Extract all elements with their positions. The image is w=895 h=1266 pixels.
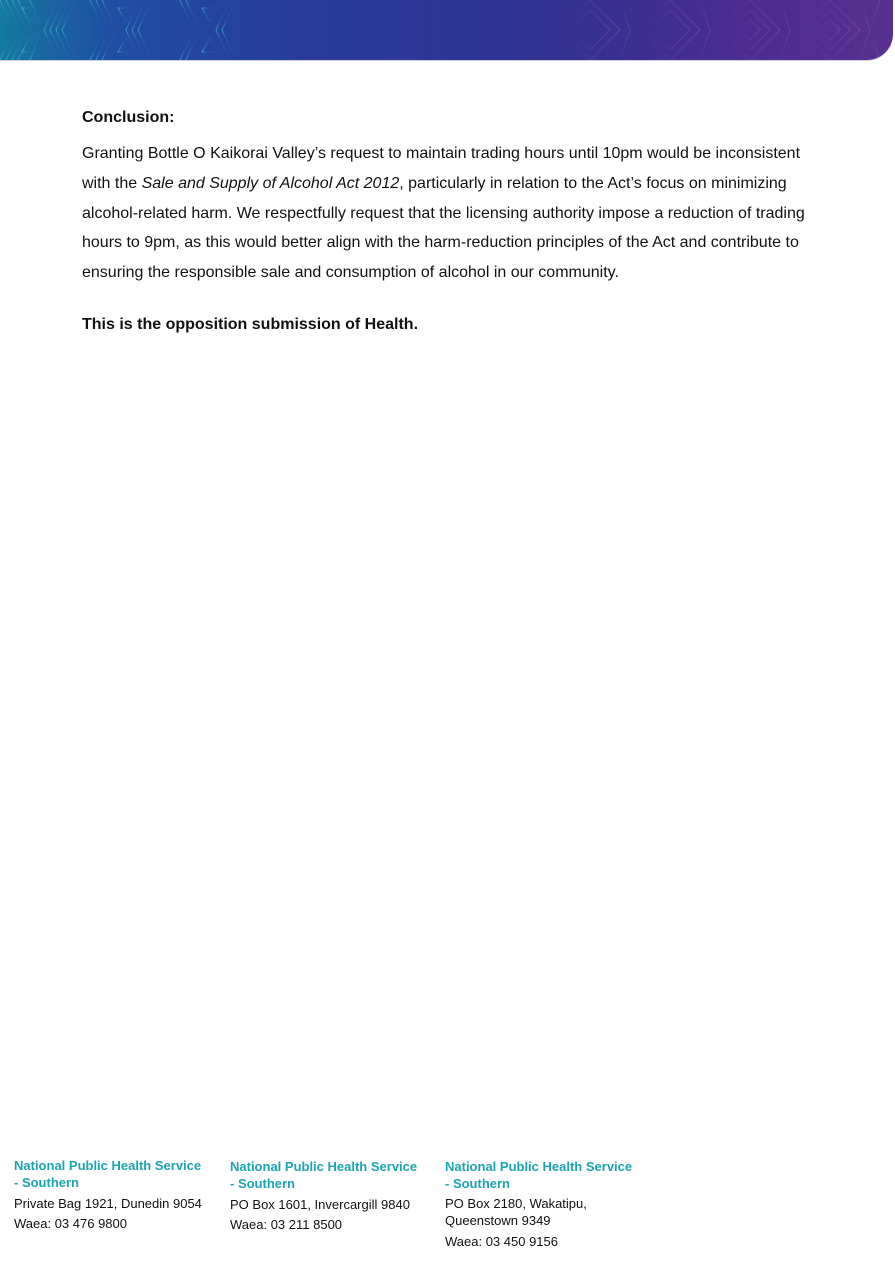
office-org-name — [230, 1158, 440, 1192]
org-name-line2: - Southern — [230, 1176, 295, 1191]
paragraph-text-part2: , particularly in relation to the Act’s focus on minimizing alcohol-related harm. We respectfully request that the licensing authority impose a reduction of trading hours to 9pm, as this would better align with the harm-reduction principles of the Act and contribute to ensuring the responsible sale and consumption of alcohol in our community. — [82, 174, 805, 282]
section-heading: Conclusion: — [82, 109, 175, 126]
org-name-line2: - Southern — [14, 1175, 79, 1190]
paragraph-text-part1: Granting Bottle O Kaikorai Valley’s request to maintain trading hours until 10pm would be inconsistent with the — [82, 145, 801, 192]
org-name-line1: National Public Health Service — [445, 1159, 633, 1174]
org-name-line1: National Public Health Service — [230, 1159, 418, 1174]
header-banner — [0, 0, 893, 60]
conclusion-paragraph — [82, 139, 822, 288]
office-address-line1: PO Box 2180, Wakatipu, — [445, 1196, 587, 1211]
document-body — [82, 106, 822, 337]
office-dunedin — [14, 1157, 224, 1234]
office-address: PO Box 1601, Invercargill 9840 — [230, 1197, 410, 1212]
org-name-line1: National Public Health Service — [14, 1158, 202, 1173]
banner-pattern-icon — [0, 0, 893, 60]
office-address: Private Bag 1921, Dunedin 9054 — [14, 1196, 202, 1211]
office-invercargill — [230, 1158, 440, 1235]
closing-statement: This is the opposition submission of Health. — [82, 315, 419, 333]
office-org-name — [445, 1158, 655, 1192]
org-name-line2: - Southern — [445, 1176, 510, 1191]
office-address-line2: Queenstown 9349 — [445, 1213, 551, 1228]
act-title: Sale and Supply of Alcohol Act 2012 — [141, 174, 400, 192]
office-phone: Waea: 03 211 8500 — [230, 1217, 343, 1232]
office-org-name — [14, 1157, 224, 1191]
office-phone: Waea: 03 476 9800 — [14, 1216, 127, 1231]
office-queenstown — [445, 1158, 655, 1252]
office-phone: Waea: 03 450 9156 — [445, 1234, 558, 1249]
